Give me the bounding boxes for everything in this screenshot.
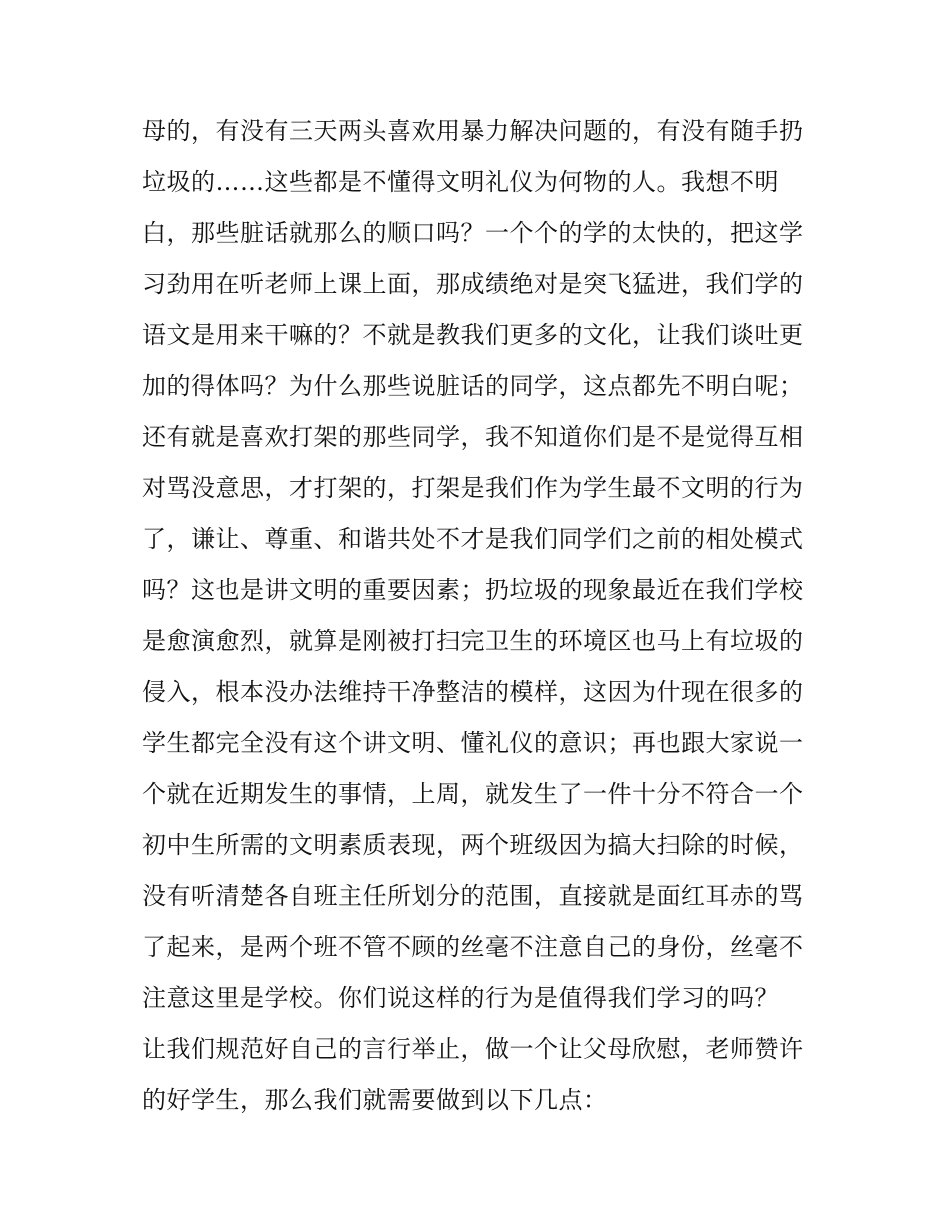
text-line: 注意这里是学校。你们说这样的行为是值得我们学习的吗？ xyxy=(142,984,779,1012)
text-line: 白，那些脏话就那么的顺口吗？一个个的学的太快的，把这学 xyxy=(142,219,804,247)
text-line: 侵入，根本没办法维持干净整洁的模样，这因为什现在很多的 xyxy=(142,678,804,706)
text-line: 吗？这也是讲文明的重要因素；扔垃圾的现象最近在我们学校 xyxy=(142,576,804,604)
text-line: 习劲用在听老师上课上面，那成绩绝对是突飞猛进，我们学的 xyxy=(142,270,804,298)
text-line: 个就在近期发生的事情，上周，就发生了一件十分不符合一个 xyxy=(142,780,804,808)
text-line: 的好学生，那么我们就需要做到以下几点： xyxy=(142,1086,608,1114)
text-line: 对骂没意思，才打架的，打架是我们作为学生最不文明的行为 xyxy=(142,474,804,502)
text-line: 让我们规范好自己的言行举止，做一个让父母欣慰，老师赞许 xyxy=(142,1035,804,1063)
text-line: 了起来，是两个班不管不顾的丝毫不注意自己的身份，丝毫不 xyxy=(142,933,804,961)
text-line: 垃圾的……这些都是不懂得文明礼仪为何物的人。我想不明 xyxy=(142,168,779,196)
body-text xyxy=(142,106,822,1126)
text-line: 没有听清楚各自班主任所划分的范围，直接就是面红耳赤的骂 xyxy=(142,882,804,910)
text-line: 语文是用来干嘛的？不就是教我们更多的文化，让我们谈吐更 xyxy=(142,321,804,349)
text-line: 加的得体吗？为什么那些说脏话的同学，这点都先不明白呢； xyxy=(142,372,804,400)
text-line: 了，谦让、尊重、和谐共处不才是我们同学们之前的相处模式 xyxy=(142,525,804,553)
text-line: 是愈演愈烈，就算是刚被打扫完卫生的环境区也马上有垃圾的 xyxy=(142,627,804,655)
text-line: 学生都完全没有这个讲文明、懂礼仪的意识；再也跟大家说一 xyxy=(142,729,804,757)
text-line: 母的，有没有三天两头喜欢用暴力解决问题的，有没有随手扔 xyxy=(142,117,804,145)
text-line: 初中生所需的文明素质表现，两个班级因为搞大扫除的时候， xyxy=(142,831,804,859)
text-line: 还有就是喜欢打架的那些同学，我不知道你们是不是觉得互相 xyxy=(142,423,804,451)
